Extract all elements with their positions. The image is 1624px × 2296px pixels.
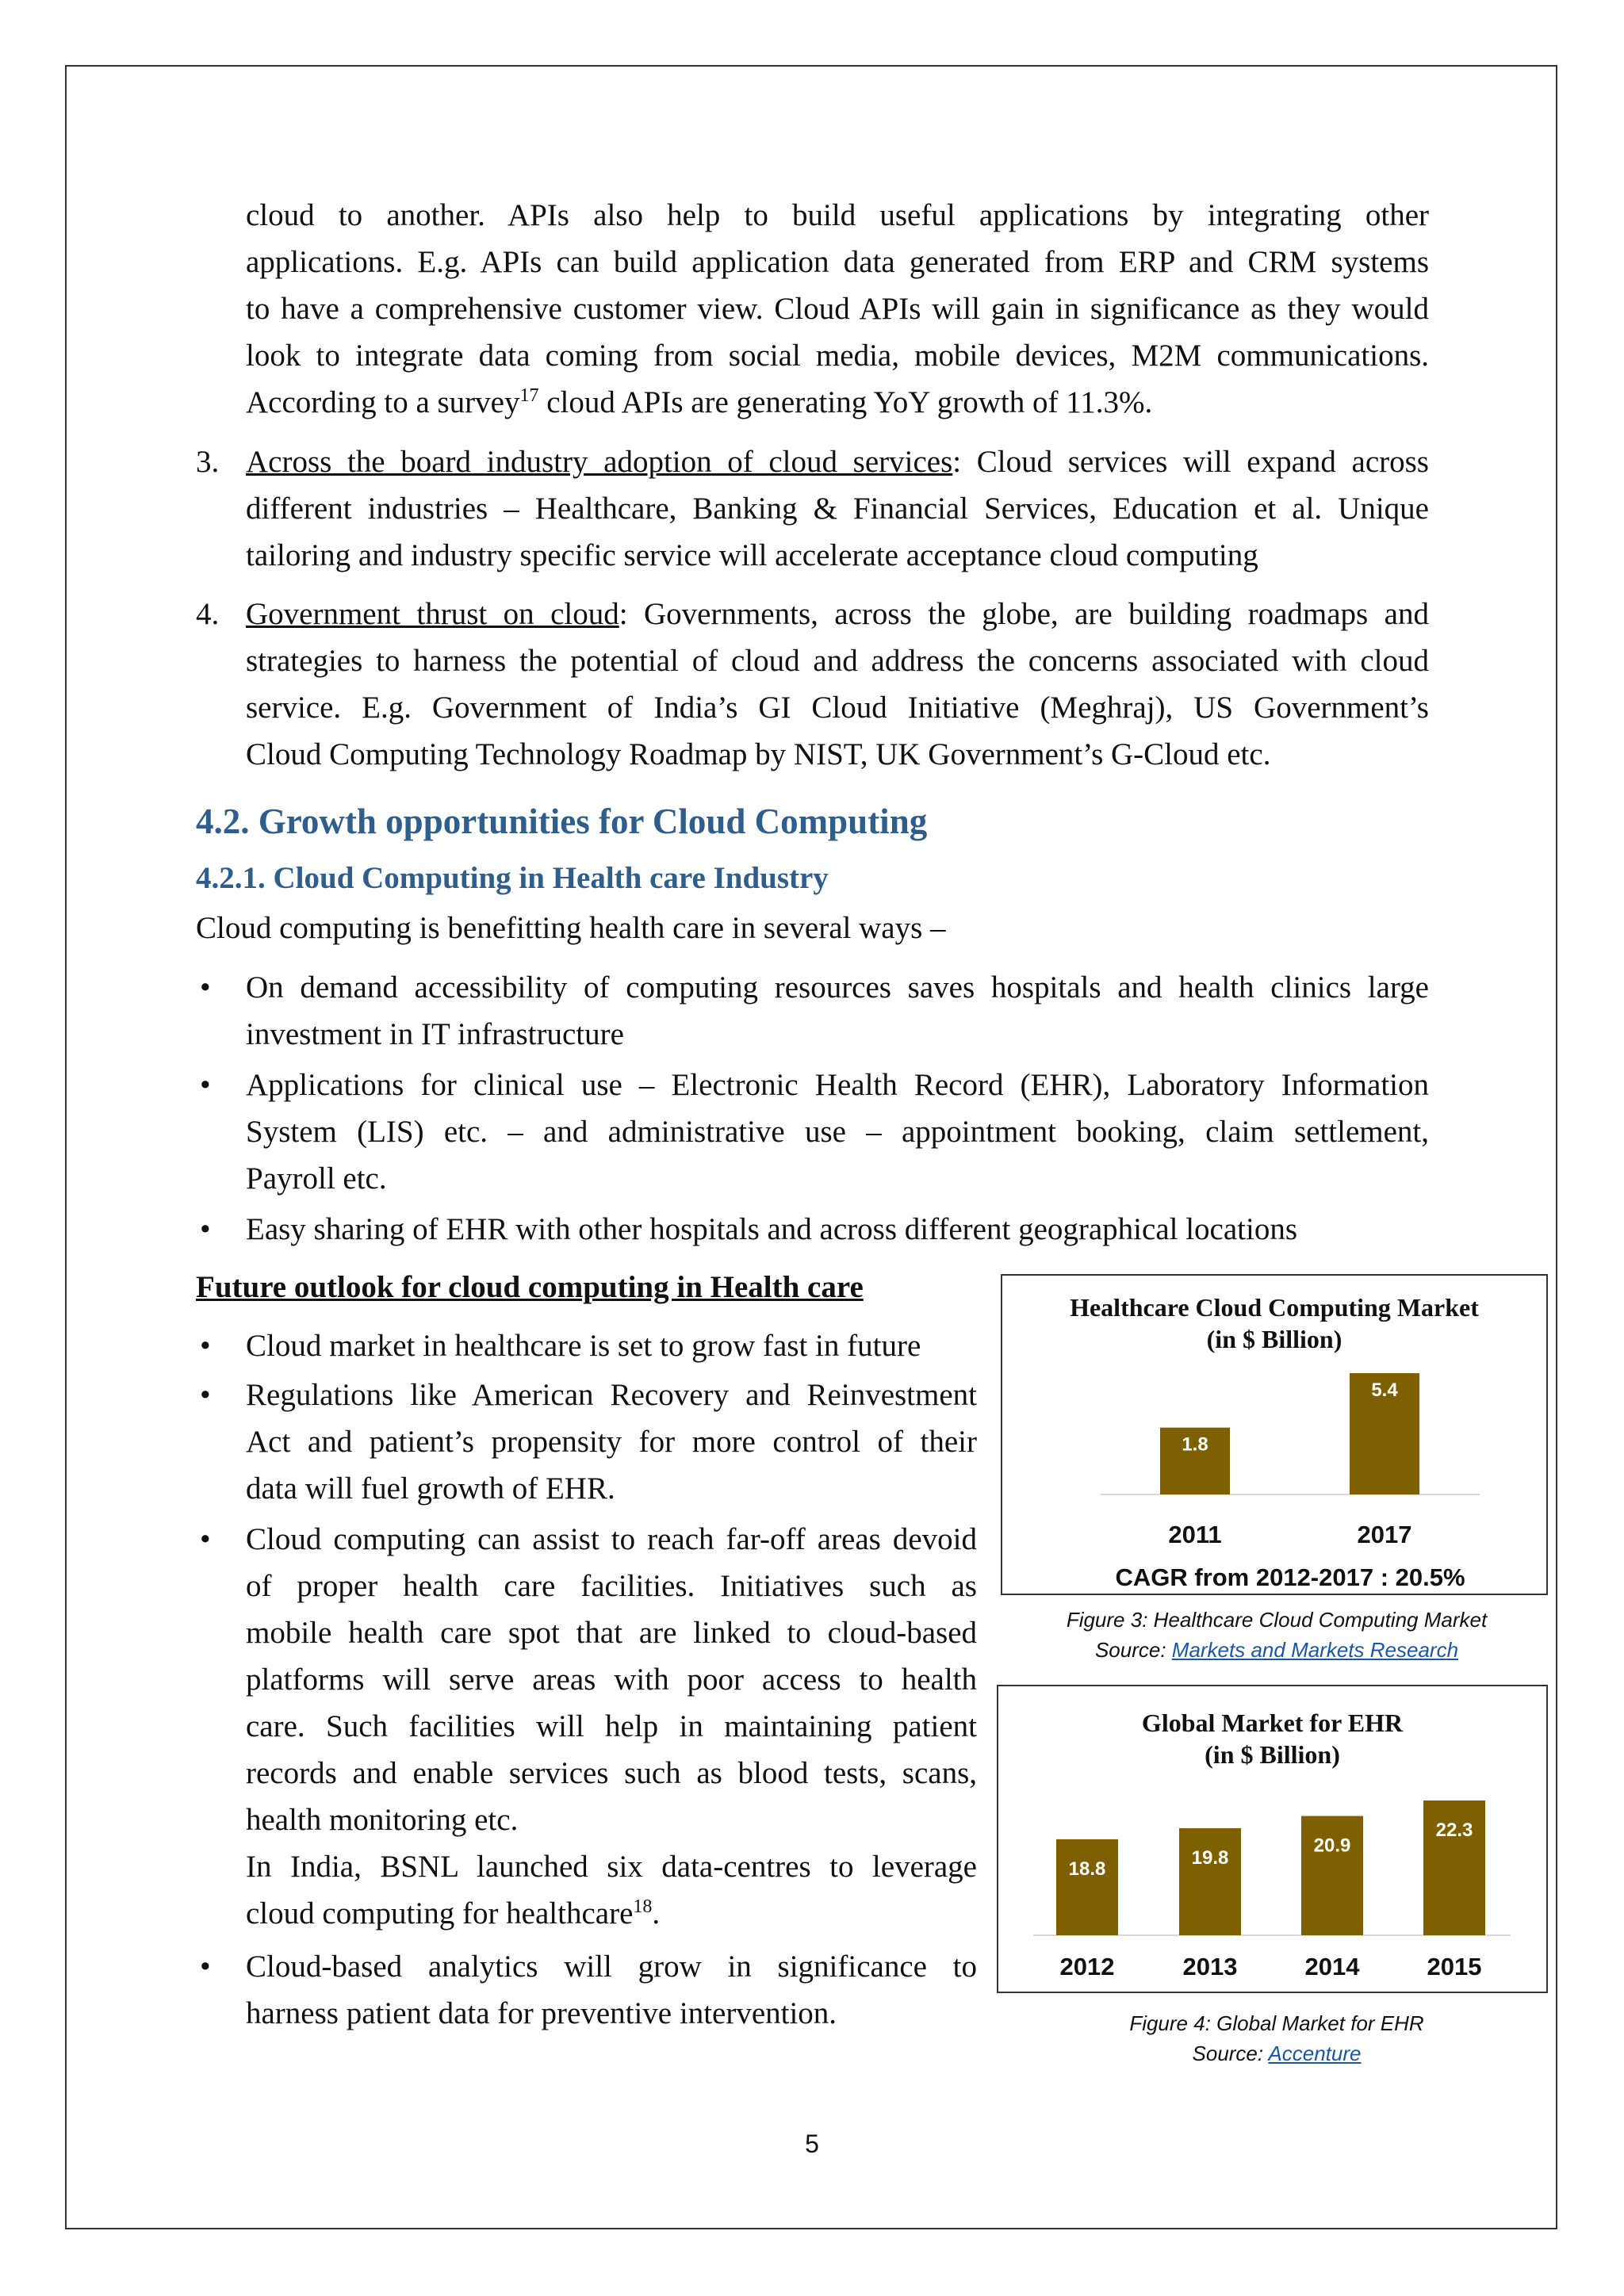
text-line: Applications for clinical use – Electronic Health Record (EHR), Laboratory Information	[246, 1068, 1429, 1102]
text-line: platforms will serve areas with poor access to health	[246, 1663, 977, 1697]
list-item	[246, 1206, 1429, 1253]
tick-label: 2015	[1427, 1953, 1482, 1980]
text-fragment: : Cloud services will expand across	[952, 445, 1429, 479]
list-item-4	[246, 591, 1429, 778]
chart-title: Global Market for EHR	[1141, 1709, 1404, 1737]
bullet-icon: •	[200, 1068, 211, 1102]
text-line: mobile health care spot that are linked to cloud-based	[246, 1616, 977, 1650]
text-line: Cloud Computing Technology Roadmap by NIST, UK Government’s G-Cloud etc.	[246, 737, 1271, 771]
source-link[interactable]: Accenture	[1268, 2042, 1362, 2065]
list-number: 3.	[196, 445, 220, 479]
bar-2014	[1301, 1816, 1363, 1935]
data-label: 22.3	[1435, 1820, 1473, 1841]
caption-title: Figure 4: Global Market for EHR	[1129, 2011, 1424, 2035]
text-line: applications. E.g. APIs can build application data generated from ERP and CRM systems	[246, 245, 1429, 279]
list-item	[246, 964, 1429, 1058]
footnote-ref: 18	[633, 1896, 653, 1917]
text-line: care. Such facilities will help in maintaining patient	[246, 1709, 977, 1743]
intro-text: Cloud computing is benefitting health care in several ways –	[196, 911, 946, 945]
text-line: records and enable services such as blood tests, scans,	[246, 1756, 977, 1790]
figure-3-caption	[983, 1605, 1570, 1665]
text-line: investment in IT infrastructure	[246, 1017, 624, 1051]
bullet-icon: •	[200, 1329, 211, 1363]
caption-source	[983, 2038, 1570, 2068]
text-line: Cloud-based analytics will grow in significance to	[246, 1950, 977, 1984]
list-item	[246, 1372, 977, 1512]
text-line: Easy sharing of EHR with other hospitals and across different geographical locations	[246, 1212, 1298, 1246]
text-line: Regulations like American Recovery and Reinvestment	[246, 1378, 977, 1412]
outlook-heading	[196, 1264, 864, 1311]
chart-plot	[1002, 1276, 1546, 1594]
chart-plot	[998, 1686, 1546, 1992]
text-fragment: cloud computing for healthcare	[246, 1896, 634, 1931]
footnote-ref: 17	[519, 385, 539, 406]
text-line: Cloud market in healthcare is set to grow fast in future	[246, 1329, 921, 1363]
list-item	[246, 1322, 977, 1369]
text-line: On demand accessibility of computing resources saves hospitals and health clinics large	[246, 970, 1429, 1004]
bullet-icon: •	[200, 970, 211, 1004]
text-line: In India, BSNL launched six data-centres to leverage	[246, 1850, 977, 1884]
subsection-heading: 4.2.1. Cloud Computing in Health care Industry	[196, 861, 829, 895]
text-line: look to integrate data coming from social media, mobile devices, M2M communications.	[246, 339, 1429, 373]
text-line: System (LIS) etc. – and administrative use – appointment booking, claim settlement,	[246, 1115, 1429, 1149]
bar-2013	[1179, 1828, 1241, 1935]
text-line	[246, 438, 1429, 485]
text-line: different industries – Healthcare, Banking & Financial Services, Education et al. Unique	[246, 492, 1429, 526]
data-label: 5.4	[1371, 1380, 1398, 1401]
source-link[interactable]: Markets and Markets Research	[1171, 1638, 1459, 1662]
source-label: Source:	[1192, 2042, 1269, 2065]
text-line: Act and patient’s propensity for more control of their	[246, 1425, 977, 1459]
text-fragment: : Governments, across the globe, are building roadmaps and	[619, 597, 1429, 631]
list-item	[246, 1516, 977, 1937]
bullet-icon: •	[200, 1212, 211, 1246]
list-item	[246, 1062, 1429, 1202]
text-line	[246, 591, 1429, 637]
figure-4-caption	[983, 2008, 1570, 2068]
text-line	[246, 1890, 977, 1937]
list-item	[246, 1943, 977, 2037]
item-heading: Government thrust on cloud	[246, 597, 619, 631]
text-line: service. E.g. Government of India’s GI Cloud Initiative (Meghraj), US Government’s	[246, 691, 1429, 725]
data-label: 18.8	[1068, 1858, 1106, 1880]
tick-label: 2017	[1357, 1521, 1412, 1548]
section-heading: 4.2. Growth opportunities for Cloud Computing	[196, 802, 928, 841]
text-line: health monitoring etc.	[246, 1803, 519, 1837]
text-line: tailoring and industry specific service will accelerate acceptance cloud computing	[246, 538, 1258, 572]
data-label: 20.9	[1313, 1835, 1351, 1857]
text-line: harness patient data for preventive intervention.	[246, 1996, 837, 2030]
source-label: Source:	[1094, 1638, 1172, 1662]
text-line: of proper health care facilities. Initiatives such as	[246, 1569, 977, 1603]
tick-label: 2011	[1168, 1521, 1222, 1548]
text-line: data will fuel growth of EHR.	[246, 1471, 615, 1506]
text-line: to have a comprehensive customer view. Cloud APIs will gain in significance as they would	[246, 292, 1429, 326]
caption-source	[983, 1635, 1570, 1665]
bullet-icon: •	[200, 1522, 211, 1556]
text-fragment: cloud APIs are generating YoY growth of 11.3%.	[538, 385, 1153, 419]
text-line: cloud to another. APIs also help to build useful applications by integrating other	[246, 198, 1429, 232]
text-line: Cloud computing can assist to reach far-off areas devoid	[246, 1522, 977, 1556]
list-number: 4.	[196, 597, 220, 631]
text-line: strategies to harness the potential of cloud and address the concerns associated with cloud	[246, 644, 1429, 678]
text-line: Payroll etc.	[246, 1161, 387, 1196]
caption-title: Figure 3: Healthcare Cloud Computing Market	[1066, 1608, 1488, 1632]
list-item-3	[246, 438, 1429, 579]
tick-label: 2013	[1182, 1953, 1238, 1980]
tick-label: 2012	[1059, 1953, 1115, 1980]
chart-annotation: CAGR from 2012-2017 : 20.5%	[1115, 1563, 1465, 1591]
outlook-heading-text: Future outlook for cloud computing in Health care	[196, 1270, 864, 1304]
data-label: 19.8	[1191, 1846, 1229, 1869]
chart-title: Healthcare Cloud Computing Market	[1070, 1293, 1479, 1322]
tick-label: 2014	[1304, 1953, 1360, 1980]
continued-paragraph	[246, 192, 1429, 426]
item-heading: Across the board industry adoption of cloud services	[246, 445, 953, 479]
bar-2012	[1056, 1839, 1118, 1935]
page-number: 5	[805, 2130, 819, 2158]
chart-subtitle: (in $ Billion)	[1206, 1325, 1342, 1353]
bullet-icon: •	[200, 1378, 211, 1412]
chart-healthcare-cloud	[1001, 1274, 1548, 1595]
text-fragment: According to a survey	[246, 385, 520, 419]
data-label: 1.8	[1182, 1433, 1208, 1456]
chart-global-ehr	[997, 1685, 1548, 1993]
chart-subtitle: (in $ Billion)	[1205, 1740, 1340, 1769]
bullet-icon: •	[200, 1950, 211, 1984]
text-line	[246, 379, 1429, 426]
text-fragment: .	[652, 1896, 661, 1931]
